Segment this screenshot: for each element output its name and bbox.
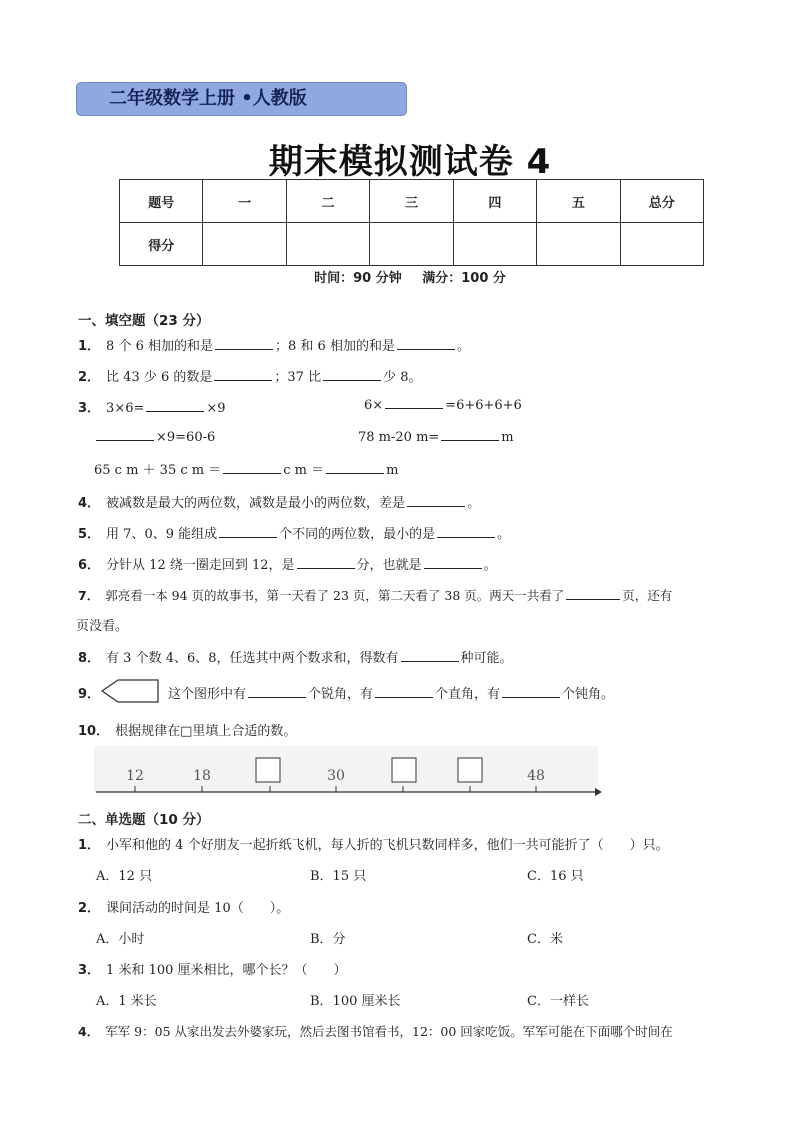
answer-blank[interactable] (385, 397, 443, 409)
option-c[interactable]: C．一样长 (527, 994, 589, 1009)
answer-box[interactable] (392, 758, 416, 782)
q-text: 分，也就是 (356, 558, 422, 573)
answer-blank[interactable] (326, 462, 384, 474)
section1-title: 一、填空题（23 分） (78, 313, 210, 329)
tick-label-12: 12 (126, 768, 144, 784)
answer-box[interactable] (256, 758, 280, 782)
q-text: 页没看。 (76, 619, 129, 634)
score-table-score-row (120, 223, 704, 266)
q1-3-row1-right (364, 397, 522, 413)
q1-4 (78, 492, 480, 511)
tick-label-30: 30 (327, 768, 345, 784)
q-number: 9． (78, 687, 101, 702)
score-cell[interactable] (453, 223, 536, 266)
q-text: 65 c m ＋ 35 c m ＝ (94, 463, 222, 478)
q-text: 3×6= (106, 401, 145, 416)
q1-3-row2-left (94, 429, 215, 445)
score-row-label: 得分 (120, 223, 203, 266)
q-number: 2． (78, 901, 101, 916)
score-cell[interactable] (286, 223, 369, 266)
header-cell-2: 二 (286, 180, 369, 223)
answer-blank[interactable] (146, 400, 204, 412)
q-text: =6+6+6+6 (445, 398, 522, 413)
answer-blank[interactable] (397, 338, 455, 350)
q1-5 (78, 523, 510, 542)
answer-blank[interactable] (219, 526, 277, 538)
q-text: ×9=60-6 (156, 430, 216, 445)
option-c[interactable]: C．16 只 (527, 869, 584, 884)
option-b[interactable]: B．100 厘米长 (310, 994, 401, 1009)
q-number: 6． (78, 558, 101, 573)
q2-3 (78, 959, 347, 978)
answer-blank[interactable] (401, 650, 459, 662)
q-number: 8． (78, 651, 101, 666)
score-cell[interactable] (203, 223, 286, 266)
header-cell-question-no: 题号 (120, 180, 203, 223)
option-a[interactable]: A．小时 (96, 932, 145, 947)
q-text: ×9 (206, 401, 226, 416)
answer-blank[interactable] (215, 338, 273, 350)
q-text: 8 个 6 相加的和是 (106, 339, 213, 354)
q1-8 (78, 647, 513, 666)
header-cell-total: 总分 (620, 180, 703, 223)
q1-2 (78, 366, 421, 385)
tick-label-48: 48 (527, 768, 545, 784)
q-text: 分针从 12 绕一圈走回到 12，是 (106, 558, 295, 573)
q-text: 军军 9：05 从家出发去外婆家玩，然后去图书馆看书，12：00 回家吃饭。军军可能在下面哪个时间在 (105, 1024, 673, 1039)
q1-3-row2-right (358, 429, 514, 445)
answer-blank[interactable] (441, 429, 499, 441)
q-number: 4． (78, 1024, 100, 1039)
grade-banner: 二年级数学上册 •人教版 (76, 82, 407, 116)
header-cell-1: 一 (203, 180, 286, 223)
option-b[interactable]: B．15 只 (310, 869, 367, 884)
answer-blank[interactable] (437, 526, 495, 538)
q-number: 1． (78, 339, 101, 354)
score-cell[interactable] (537, 223, 620, 266)
number-line (90, 742, 605, 798)
q-text: 个钝角。 (562, 687, 615, 702)
answer-blank[interactable] (96, 429, 154, 441)
q-text: 郭亮看一本 94 页的故事书，第一天看了 23 页，第二天看了 38 页。两天一共看了 (105, 588, 565, 603)
q1-1 (78, 335, 470, 354)
q-text: 根据规律在□里填上合适的数。 (115, 724, 297, 739)
q1-10 (78, 720, 296, 739)
tick-label-18: 18 (193, 768, 211, 784)
q-number: 5． (78, 527, 101, 542)
q-text: 种可能。 (460, 651, 513, 666)
q-text: 。 (497, 527, 511, 542)
q-text: 课间活动的时间是 10（ ）。 (106, 901, 290, 916)
pentagon-arrow-figure (100, 678, 160, 704)
q-number: 2． (78, 370, 101, 385)
q-text: ；37 比 (274, 370, 322, 385)
answer-blank[interactable] (375, 686, 433, 698)
score-table-header-row (120, 180, 704, 223)
answer-blank[interactable] (223, 462, 281, 474)
number-line-background (94, 746, 598, 792)
section2-title: 二、单选题（10 分） (78, 812, 210, 828)
answer-blank[interactable] (297, 557, 355, 569)
q-text: 用 7、0、9 能组成 (106, 527, 218, 542)
answer-blank[interactable] (214, 369, 272, 381)
answer-blank[interactable] (502, 686, 560, 698)
q-text: m (501, 430, 514, 445)
q-number: 3． (78, 963, 101, 978)
q-text: 个锐角，有 (308, 687, 374, 702)
option-a[interactable]: A．12 只 (96, 869, 153, 884)
q2-2 (78, 897, 289, 916)
q-text: 页，还有 (622, 588, 673, 603)
q-text: 78 m-20 m= (358, 430, 440, 445)
q-number: 10． (78, 724, 110, 739)
q2-4 (78, 1022, 673, 1040)
q-number: 4． (78, 496, 101, 511)
header-cell-5: 五 (537, 180, 620, 223)
score-table (119, 179, 704, 266)
exam-full-score: 满分：100 分 (422, 271, 506, 286)
header-cell-4: 四 (453, 180, 536, 223)
q-text: 1 米和 100 厘米相比，哪个长？（ ） (106, 963, 347, 978)
q1-7 (78, 586, 672, 604)
answer-blank[interactable] (424, 557, 482, 569)
q-text: 。 (456, 339, 470, 354)
q1-7-cont (76, 615, 128, 634)
option-a[interactable]: A．1 米长 (96, 994, 157, 1009)
q-text: 个不同的两位数，最小的是 (279, 527, 436, 542)
q-text: 。 (467, 496, 481, 511)
q-text: c m ＝ (283, 463, 325, 478)
q-text: 这个图形中有 (168, 687, 247, 702)
q1-6 (78, 554, 497, 573)
q-text: 比 43 少 6 的数是 (106, 370, 213, 385)
q1-9-text (168, 683, 614, 702)
q1-3-row1 (78, 397, 226, 416)
answer-blank[interactable] (248, 686, 306, 698)
answer-box[interactable] (458, 758, 482, 782)
answer-blank[interactable] (407, 495, 465, 507)
q1-3-row3 (94, 459, 398, 478)
option-c[interactable]: C．米 (527, 932, 563, 947)
q-text: 6× (364, 398, 384, 413)
exam-time: 时间：90 分钟 (314, 271, 402, 286)
exam-info (0, 267, 794, 286)
q-text: 。 (483, 558, 497, 573)
number-line-arrow (595, 788, 602, 796)
header-cell-3: 三 (370, 180, 453, 223)
q-number: 1． (78, 838, 101, 853)
score-cell[interactable] (620, 223, 703, 266)
q2-1 (78, 834, 669, 853)
option-b[interactable]: B．分 (310, 932, 346, 947)
score-cell[interactable] (370, 223, 453, 266)
q-text: 有 3 个数 4、6、8，任选其中两个数求和，得数有 (106, 651, 399, 666)
answer-blank[interactable] (566, 588, 620, 600)
q-text: ；8 和 6 相加的和是 (275, 339, 395, 354)
q-number: 3． (78, 401, 101, 416)
answer-blank[interactable] (323, 369, 381, 381)
q-text: 被减数是最大的两位数，减数是最小的两位数，差是 (106, 496, 406, 511)
q-number: 7． (78, 588, 100, 603)
q-text: 个直角，有 (435, 687, 501, 702)
q-text: 小军和他的 4 个好朋友一起折纸飞机，每人折的飞机只数同样多，他们一共可能折了（ ）只。 (106, 838, 669, 853)
exam-title: 期末模拟测试卷 4 (268, 142, 552, 182)
q-text: 少 8。 (383, 370, 422, 385)
q-text: m (386, 463, 399, 478)
